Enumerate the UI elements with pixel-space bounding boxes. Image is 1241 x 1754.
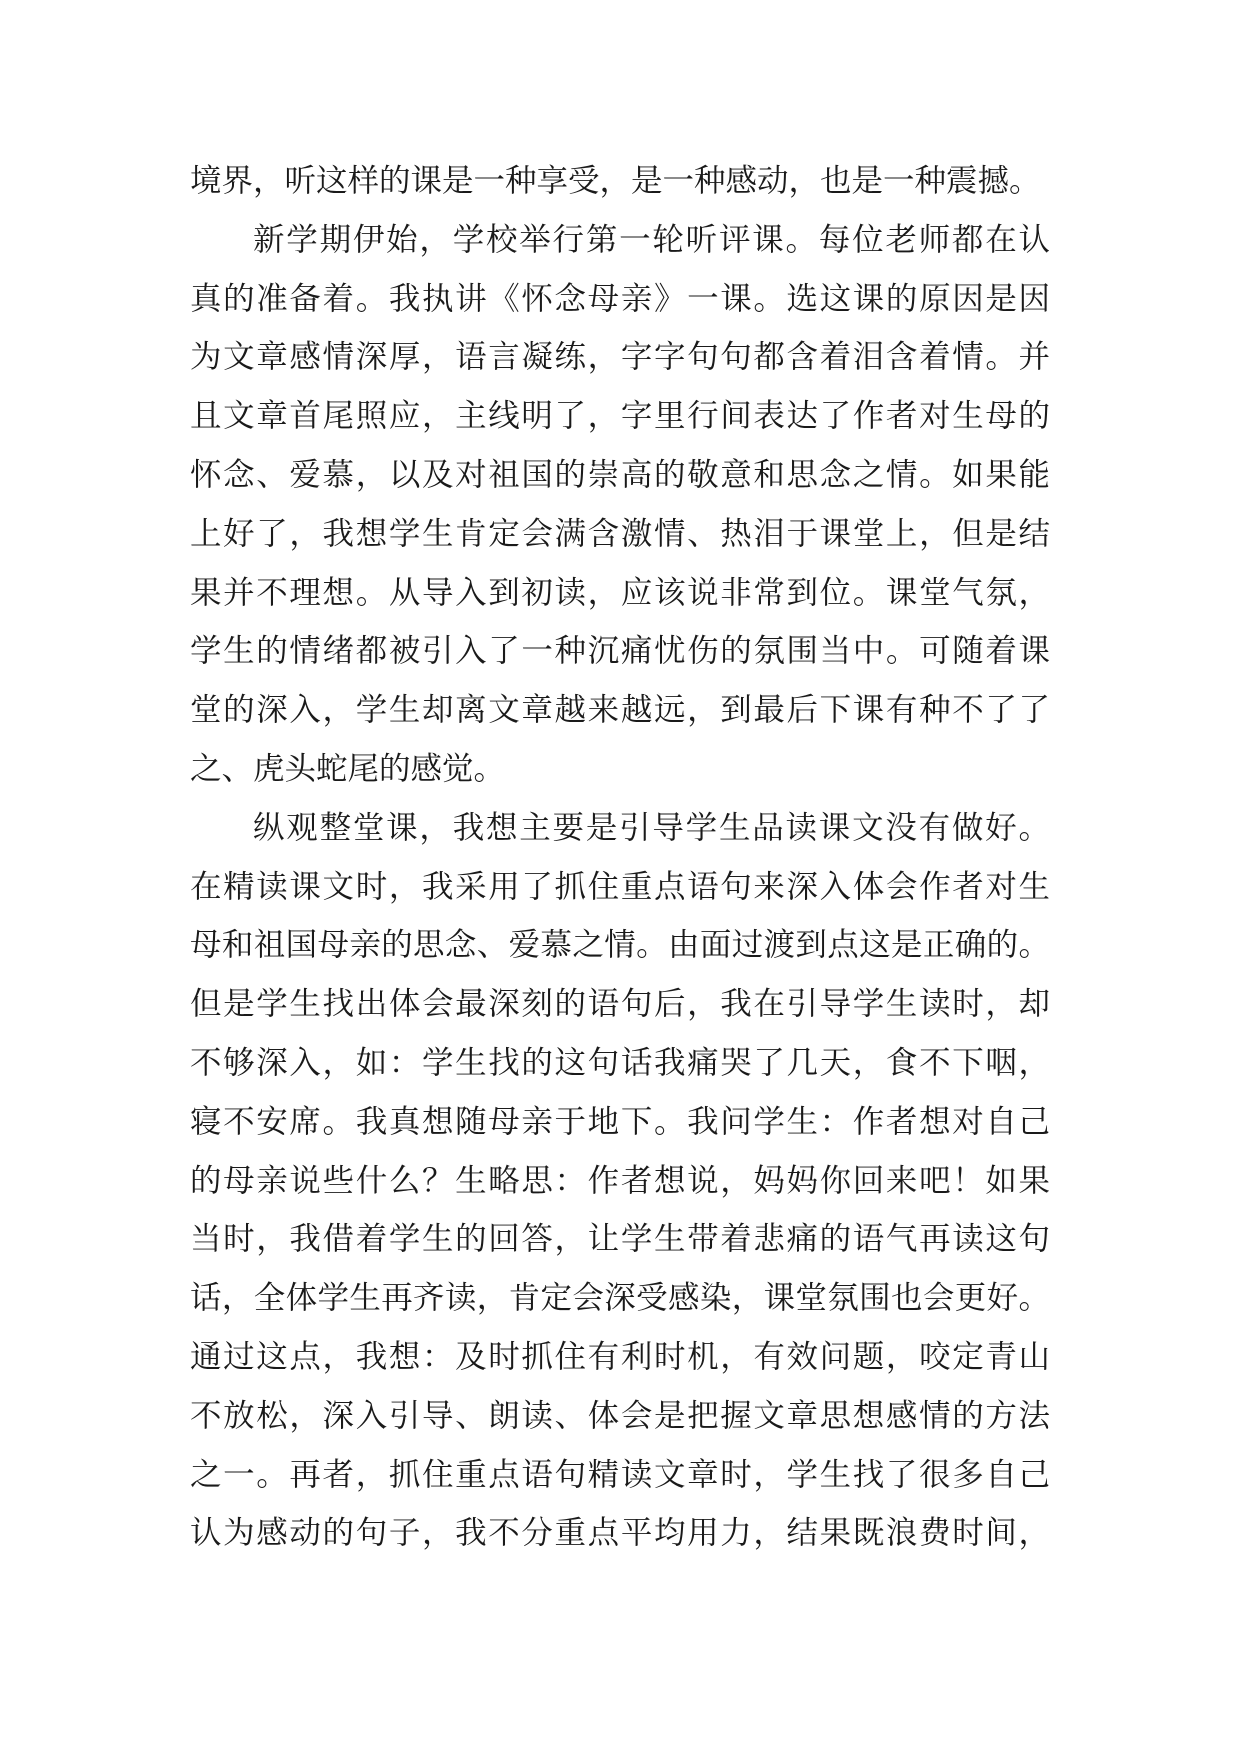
paragraph-new-semester [190, 211, 1050, 799]
paragraph-reflection [190, 799, 1050, 1563]
text-line: 纵观整堂课，我想主要是引导学生品读课文没有做好。 [253, 809, 1050, 846]
text-line: 学生的情绪都被引入了一种沉痛忧伤的氛围当中。可随着课 [190, 633, 1050, 670]
paragraph-continued [190, 152, 1050, 211]
text-line: 当时，我借着学生的回答，让学生带着悲痛的语气再读这句 [190, 1221, 1050, 1258]
text-line: 上好了，我想学生肯定会满含激情、热泪于课堂上，但是结 [190, 515, 1050, 552]
text-line: 真的准备着。我执讲《怀念母亲》一课。选这课的原因是因 [190, 280, 1050, 317]
text-line: 通过这点，我想：及时抓住有利时机，有效问题，咬定青山 [190, 1338, 1050, 1375]
text-line: 果并不理想。从导入到初读，应该说非常到位。课堂气氛， [190, 574, 1050, 611]
text-line: 话，全体学生再齐读，肯定会深受感染，课堂氛围也会更好。 [190, 1280, 1050, 1317]
text-line: 新学期伊始，学校举行第一轮听评课。每位老师都在认 [253, 221, 1050, 258]
document-page [190, 152, 1050, 1563]
text-line: 境界，听这样的课是一种享受，是一种感动，也是一种震撼。 [190, 163, 1041, 199]
text-line: 不够深入，如：学生找的这句话我痛哭了几天，食不下咽， [190, 1044, 1050, 1081]
text-line: 但是学生找出体会最深刻的语句后，我在引导学生读时，却 [190, 986, 1050, 1023]
text-line: 不放松，深入引导、朗读、体会是把握文章思想感情的方法 [190, 1397, 1050, 1434]
text-line: 之一。再者，抓住重点语句精读文章时，学生找了很多自己 [190, 1456, 1050, 1493]
text-line: 寝不安席。我真想随母亲于地下。我问学生：作者想对自己 [190, 1103, 1050, 1140]
text-line: 母和祖国母亲的思念、爱慕之情。由面过渡到点这是正确的。 [190, 927, 1050, 964]
text-line: 为文章感情深厚，语言凝练，字字句句都含着泪含着情。并 [190, 339, 1050, 376]
text-line: 在精读课文时，我采用了抓住重点语句来深入体会作者对生 [190, 868, 1050, 905]
text-line: 怀念、爱慕，以及对祖国的崇高的敬意和思念之情。如果能 [190, 456, 1050, 493]
text-line: 且文章首尾照应，主线明了，字里行间表达了作者对生母的 [190, 398, 1050, 435]
text-line: 认为感动的句子，我不分重点平均用力，结果既浪费时间， [190, 1515, 1050, 1552]
text-line: 堂的深入，学生却离文章越来越远，到最后下课有种不了了 [190, 692, 1050, 729]
text-line: 的母亲说些什么？生略思：作者想说，妈妈你回来吧！如果 [190, 1162, 1050, 1199]
text-line: 之、虎头蛇尾的感觉。 [190, 750, 506, 787]
